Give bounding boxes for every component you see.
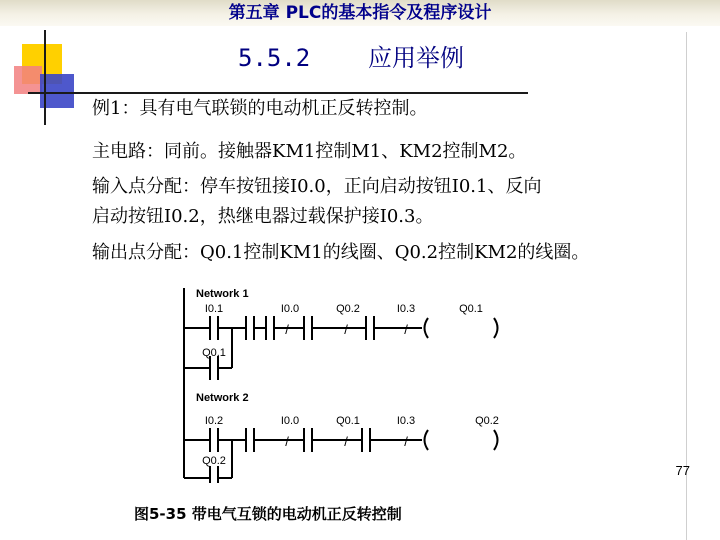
- decor-vertical-line: [44, 30, 46, 125]
- contact-nc: [304, 428, 312, 452]
- network-label: Network 1: [196, 288, 249, 300]
- contact-label: I0.0: [280, 303, 300, 315]
- body-line: 输出点分配：Q0.1控制KM1的线圈、Q0.2控制KM2的线圈。: [92, 242, 590, 263]
- output-coil: [425, 430, 498, 450]
- figure-caption: 图5-35 带电气互锁的电动机正反转控制: [134, 505, 402, 523]
- chapter-title: 第五章 PLC的基本指令及程序设计: [228, 3, 492, 23]
- contact-nc: [304, 316, 312, 340]
- contact-label: Q0.2: [336, 303, 360, 315]
- contact-nc: [366, 316, 374, 340]
- contact-no: [210, 466, 218, 483]
- contact-no: [210, 356, 218, 380]
- ladder-diagram: [170, 278, 530, 483]
- contact-label: Q0.1: [336, 415, 360, 427]
- nc-slash: /: [344, 434, 348, 449]
- contact-no: [210, 316, 218, 340]
- body-line: 输入点分配：停车按钮接I0.0，正向启动按钮I0.1、反向: [92, 176, 542, 197]
- nc-slash: /: [404, 434, 408, 449]
- contact-label: I0.0: [280, 415, 300, 427]
- contact-label: I0.3: [396, 415, 416, 427]
- seal-contact-label: Q0.1: [202, 347, 226, 359]
- contact-label: I0.1: [204, 303, 224, 315]
- coil-label: Q0.2: [475, 415, 499, 427]
- contact-no: [210, 428, 218, 452]
- nc-slash: /: [344, 322, 348, 337]
- network-label: Network 2: [196, 392, 249, 404]
- seal-contact-label: Q0.2: [202, 455, 226, 467]
- coil-label: Q0.1: [459, 303, 483, 315]
- contact-nc: [246, 428, 254, 452]
- output-coil: [425, 318, 498, 338]
- decor-red-square: [14, 66, 42, 94]
- nc-slash: /: [285, 322, 289, 337]
- body-line: 启动按钮I0.2，热继电器过载保护接I0.3。: [92, 206, 434, 227]
- body-line: 主电路：同前。接触器KM1控制M1、KM2控制M2。: [92, 141, 527, 162]
- nc-slash: /: [404, 322, 408, 337]
- contact-no: [246, 316, 254, 340]
- contact-label: I0.3: [396, 303, 416, 315]
- contact-nc: [266, 316, 274, 340]
- body-line: 例1：具有电气联锁的电动机正反转控制。: [92, 98, 428, 119]
- page-number: 77: [675, 463, 690, 478]
- nc-slash: /: [285, 434, 289, 449]
- contact-label: I0.2: [204, 415, 224, 427]
- contact-nc: [362, 428, 370, 452]
- section-title: 5.5.2 应用举例: [238, 44, 465, 72]
